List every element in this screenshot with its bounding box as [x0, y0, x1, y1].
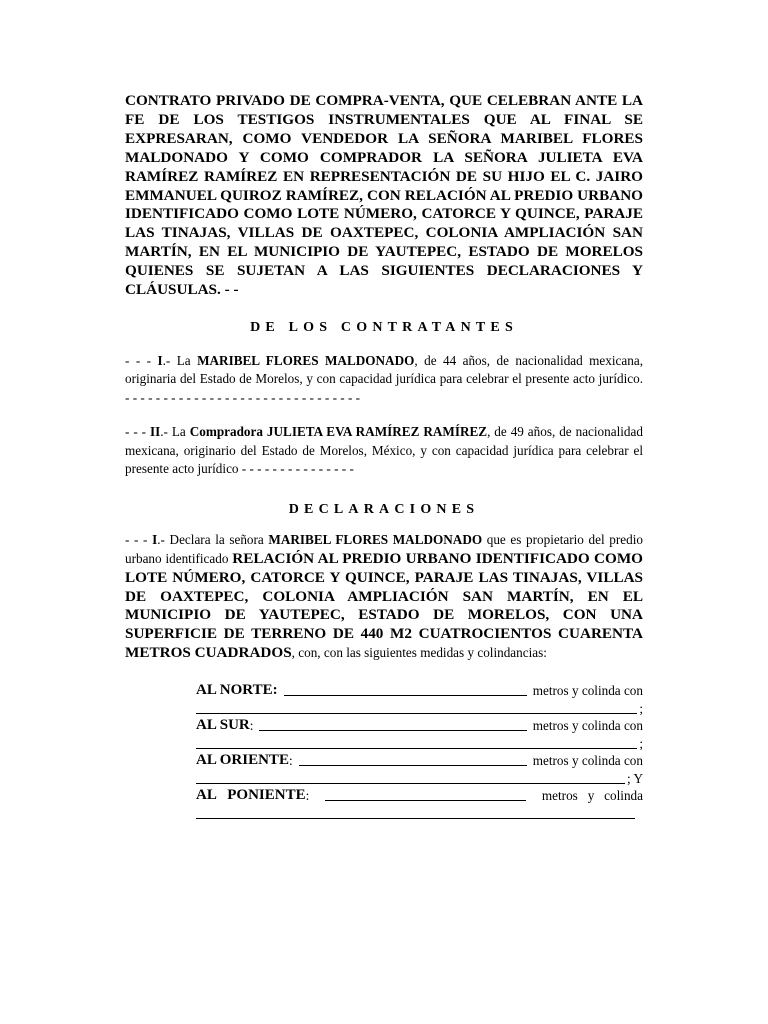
boundary-east-blank[interactable]	[299, 765, 527, 766]
decl-1-number: I	[152, 532, 158, 548]
boundary-east-colinda-blank[interactable]	[196, 783, 625, 784]
boundary-south-blank[interactable]	[259, 730, 526, 731]
declaration-1-paragraph	[125, 531, 643, 662]
boundary-east-cont	[196, 769, 643, 787]
boundary-west-suffix: metros y colinda	[541, 788, 643, 804]
boundary-east-label: AL ORIENTE	[196, 752, 289, 769]
party-1-text: , de 44 años, de nacionalidad mexicana, originaria del Estado de Morelos, y con capacidad jurídica para celebrar el presente acto jurídico. - - - - - - - - - - - - - - - - - - - - - - - - - - - - - - -	[125, 352, 643, 405]
boundary-west-label: AL PONIENTE	[196, 787, 306, 804]
party-1-number: I	[157, 352, 163, 368]
party-2-name: JULIETA EVA RAMÍREZ RAMÍREZ	[266, 424, 488, 440]
boundary-north-line	[196, 681, 643, 699]
boundary-south-end: ;	[639, 735, 643, 751]
boundary-east-end: ; Y	[627, 770, 643, 786]
decl-1-mid: .- Declara la señora	[157, 532, 269, 548]
decl-1-prefix: - - -	[125, 532, 153, 548]
decl-1-text2: , con, con las siguientes medidas y colindancias:	[291, 644, 547, 660]
boundary-west-blank[interactable]	[325, 800, 526, 801]
decl-1-property: RELACIÓN AL PREDIO URBANO IDENTIFICADO COMO LOTE NÚMERO, CATORCE Y QUINCE, PARAJE LAS TINAJAS, VILLAS DE OAXTEPEC, COLONIA AMPLIACIÓN SAN MARTÍN, EN EL MUNICIPIO DE YAUTEPEC, ESTADO DE MORELOS, CON UNA SUPERFICIE DE TERRENO DE 440 M2 CUATROCIENTOS CUARENTA METROS CUADRADOS	[125, 550, 643, 661]
boundary-north-label: AL NORTE:	[196, 681, 278, 698]
boundary-east-suffix: metros y colinda con	[532, 753, 643, 769]
boundary-south-line	[196, 717, 643, 735]
boundary-west-line	[196, 787, 643, 805]
boundary-north-suffix: metros y colinda con	[532, 682, 643, 698]
boundary-east-line	[196, 752, 643, 770]
boundary-north-blank[interactable]	[284, 695, 527, 696]
section-title-declaraciones: DECLARACIONES	[288, 502, 480, 518]
party-2-role: Compradora	[189, 424, 263, 440]
boundary-north-colinda-blank[interactable]	[196, 713, 637, 714]
decl-1-text1: que es propietario del predio urbano identificado	[125, 532, 643, 567]
document-page	[125, 92, 643, 822]
contract-intro: CONTRATO PRIVADO DE COMPRA-VENTA, QUE CELEBRAN ANTE LA FE DE LOS TESTIGOS INSTRUMENTALES QUE AL FINAL SE EXPRESARAN, COMO VENDEDOR LA SEÑORA MARIBEL FLORES MALDONADO Y COMO COMPRADOR LA SEÑORA JULIETA EVA RAMÍREZ RAMÍREZ EN REPRESENTACIÓN DE SU HIJO EL C. JAIRO EMMANUEL QUIROZ RAMÍREZ, CON RELACIÓN AL PREDIO URBANO IDENTIFICADO COMO LOTE NÚMERO, CATORCE Y QUINCE, PARAJE LAS TINAJAS, VILLAS DE OAXTEPEC, COLONIA AMPLIACIÓN SAN MARTÍN, EN EL MUNICIPIO DE YAUTEPEC, ESTADO DE MORELOS QUIENES SE SUJETAN A LAS SIGUIENTES DECLARACIONES Y CLÁUSULAS. - -	[125, 92, 643, 299]
decl-1-name: MARIBEL FLORES MALDONADO	[268, 532, 483, 548]
party-1-name: MARIBEL FLORES MALDONADO	[197, 352, 415, 368]
party-1-prefix: - - -	[125, 352, 158, 368]
boundary-north-cont	[196, 699, 643, 717]
boundaries-list	[196, 681, 643, 822]
boundary-south-label: AL SUR	[196, 717, 250, 734]
boundary-west-colinda-blank[interactable]	[196, 818, 635, 819]
boundary-west-cont	[196, 804, 643, 822]
party-2-prefix: - - -	[125, 424, 150, 440]
party-2-text: , de 49 años, de nacionalidad mexicana, originario del Estado de Morelos, México, y con capacidad jurídica para celebrar el presente acto jurídico - - - - - - - - - - - - - - -	[125, 424, 643, 476]
boundary-south-cont	[196, 734, 643, 752]
boundary-east-colon: :	[288, 753, 293, 769]
party-1-paragraph	[125, 352, 643, 407]
section-title-contratantes: DE LOS CONTRATANTES	[250, 319, 518, 335]
party-2-number: II	[149, 424, 161, 440]
boundary-south-suffix: metros y colinda con	[532, 718, 643, 734]
boundary-north-end: ;	[639, 700, 643, 716]
boundary-south-colon: :	[249, 718, 254, 734]
boundary-west-colon: :	[305, 788, 310, 804]
boundary-south-colinda-blank[interactable]	[196, 748, 637, 749]
party-2-mid: .- La	[160, 424, 190, 440]
party-1-mid: .- La	[162, 352, 198, 368]
party-2-paragraph	[125, 423, 643, 478]
